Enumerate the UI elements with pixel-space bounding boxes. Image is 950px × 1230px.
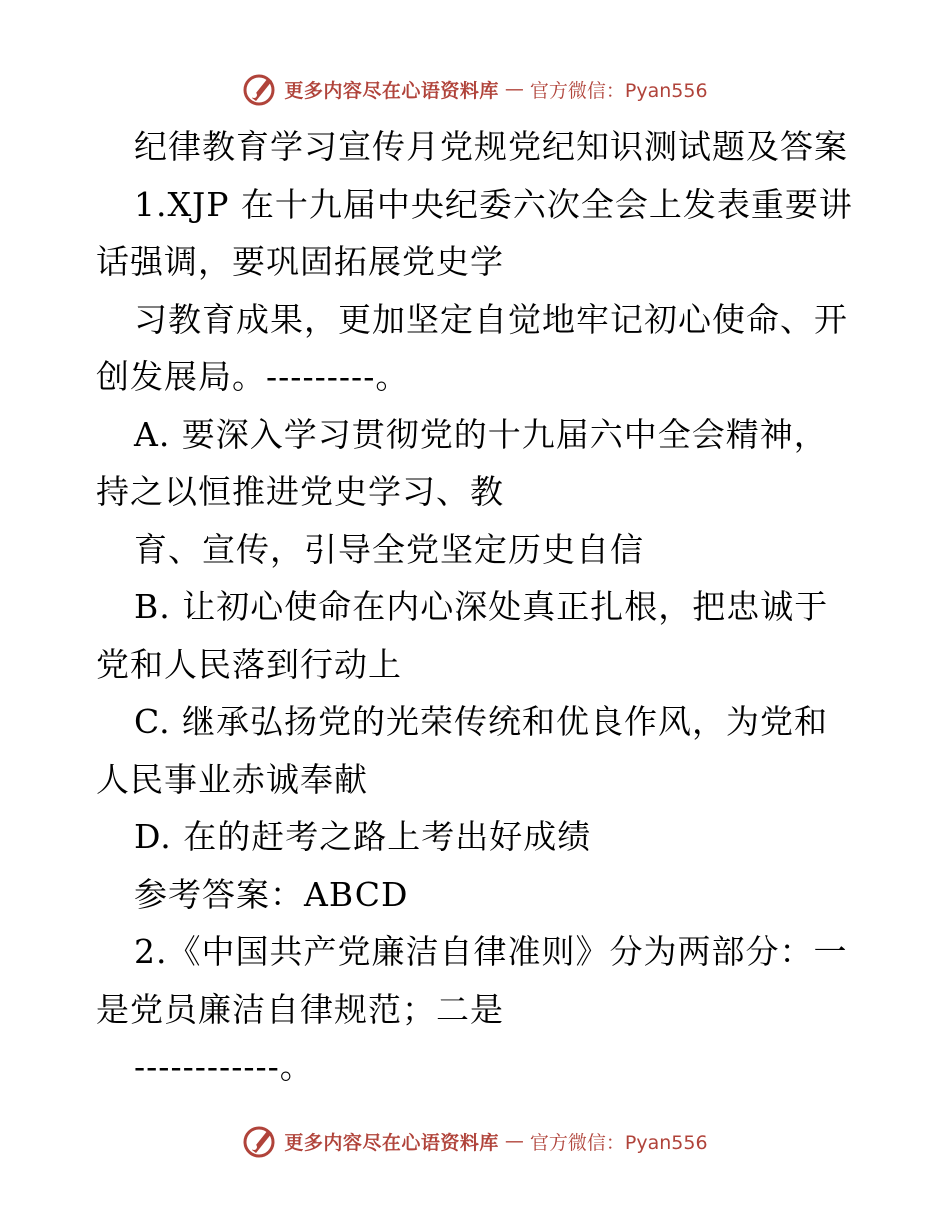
question-1-line-1: 1.XJP 在十九届中央纪委六次全会上发表重要讲: [134, 184, 853, 224]
question-2-line-3: ------------。: [134, 1047, 314, 1086]
option-a-line-3: 育、宣传，引导全党坚定历史自信: [134, 529, 644, 569]
option-b-line-1: B. 让初心使命在内心深处真正扎根，把忠诚于: [134, 587, 829, 626]
footer-banner: [0, 1124, 950, 1158]
footer-wechat-text: 官方微信：Pyan556: [529, 1131, 708, 1154]
pen-logo-icon: [242, 72, 278, 106]
question-1-line-4: 创发展局。---------。: [96, 357, 410, 396]
header-banner-text: 更多内容尽在心语资料库: [284, 79, 499, 102]
question-2-line-2: 是党员廉洁自律规范；二是: [96, 989, 504, 1029]
header-banner-separator: —: [504, 78, 524, 100]
answer-1: 参考答案：ABCD: [134, 874, 409, 914]
document-title: 纪律教育学习宣传月党规党纪知识测试题及答案: [134, 127, 848, 166]
option-b-line-2: 党和人民落到行动上: [96, 644, 402, 684]
question-1-line-2: 话强调，要巩固拓展党史学: [96, 242, 504, 281]
option-d-line-1: D. 在的赶考之路上考出好成绩: [134, 817, 592, 856]
document-body: [96, 118, 866, 1096]
pen-logo-icon: [242, 1124, 278, 1158]
header-wechat-text: 官方微信：Pyan556: [529, 79, 708, 102]
option-c-line-1: C. 继承弘扬党的光荣传统和优良作风，为党和: [134, 702, 829, 741]
option-a-line-2: 持之以恒推进党史学习、教: [96, 472, 504, 511]
header-banner: [0, 72, 950, 106]
footer-banner-separator: —: [504, 1130, 524, 1152]
option-c-line-2: 人民事业赤诚奉献: [96, 759, 368, 799]
option-a-line-1: A. 要深入学习贯彻党的十九届六中全会精神，: [134, 414, 828, 454]
question-1-line-3: 习教育成果，更加坚定自觉地牢记初心使命、开: [134, 299, 848, 339]
question-2-line-1: 2.《中国共产党廉洁自律准则》分为两部分：一: [134, 932, 848, 971]
footer-banner-text: 更多内容尽在心语资料库: [284, 1131, 499, 1154]
